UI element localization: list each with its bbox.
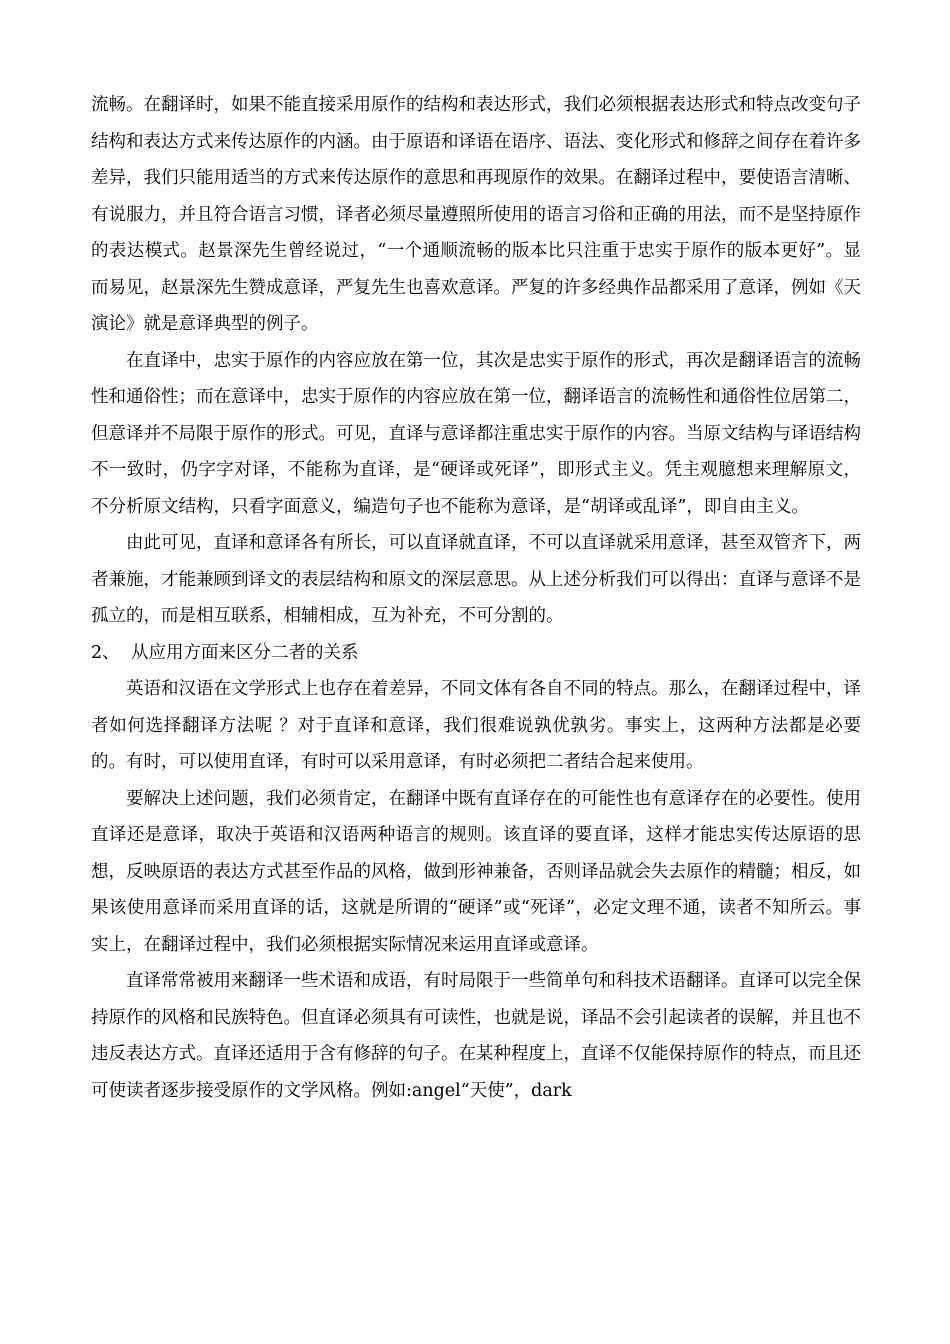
- paragraph-2: 在直译中，忠实于原作的内容应放在第一位，其次是忠实于原作的形式，再次是翻译语言的流畅性和通俗性；而在意译中，忠实于原作的内容应放在第一位，翻译语言的流畅性和通俗性位居第二，但意译并不局限于原作的形式。可见，直译与意译都注重忠实于原作的内容。当原文结构与译语结构不一致时，仍字字对译，不能称为直译，是“硬译或死译”，即形式主义。凭主观臆想来理解原文，不分析原文结构，只看字面意义，编造句子也不能称为意译，是“胡译或乱译”，即自由主义。: [91, 350, 861, 517]
- paragraph-5: 要解决上述问题，我们必须肯定，在翻译中既有直译存在的可能性也有意译存在的必要性。使用直译还是意译，取决于英语和汉语两种语言的规则。该直译的要直译，这样才能忠实传达原语的思想，反映原语的表达方式甚至作品的风格，做到形神兼备，否则译品就会失去原作的精髓；相反，如果该使用意译而采用直译的话，这就是所谓的“硬译”或“死译”，必定文理不通，读者不知所云。事实上，在翻译过程中，我们必须根据实际情况来运用直译或意译。: [91, 788, 861, 955]
- paragraph-6: 直译常常被用来翻译一些术语和成语，有时局限于一些简单句和科技术语翻译。直译可以完全保持原作的风格和民族特色。但直译必须具有可读性，也就是说，译品不会引起读者的误解，并且也不违反表达方式。直译还适用于含有修辞的句子。在某种程度上，直译不仅能保持原作的特点，而且还可使读者逐步接受原作的文学风格。例如:angel“天使”，dark: [91, 971, 861, 1101]
- section-number: 2、: [91, 642, 120, 663]
- paragraph-1: 流畅。在翻译时，如果不能直接采用原作的结构和表达形式，我们必须根据表达形式和特点改变句子结构和表达方式来传达原作的内涵。由于原语和译语在语序、语法、变化形式和修辞之间存在着许多差异，我们只能用适当的方式来传达原作的意思和再现原作的效果。在翻译过程中，要使语言清晰、有说服力，并且符合语言习惯，译者必须尽量遵照所使用的语言习俗和正确的用法，而不是坚持原作的表达模式。赵景深先生曾经说过，“一个通顺流畅的版本比只注重于忠实于原作的版本更好”。显而易见，赵景深先生赞成意译，严复先生也喜欢意译。严复的许多经典作品都采用了意译，例如《天演论》就是意译典型的例子。: [91, 95, 861, 334]
- paragraph-3: 由此可见，直译和意译各有所长，可以直译就直译，不可以直译就采用意译，甚至双管齐下，两者兼施，才能兼顾到译文的表层结构和原文的深层意思。从上述分析我们可以得出：直译与意译不是孤立的，而是相互联系，相辅相成，互为补充，不可分割的。: [91, 533, 861, 626]
- document-page: [91, 87, 861, 1109]
- paragraph-4: 英语和汉语在文学形式上也存在着差异，不同文体有各自不同的特点。那么，在翻译过程中，译者如何选择翻译方法呢 ？对于直译和意译，我们很难说孰优孰劣。事实上，这两种方法都是必要的。有时，可以使用直译，有时可以采用意译，有时必须把二者结合起来使用。: [91, 679, 861, 772]
- section-title: 从应用方面来区分二者的关系: [131, 642, 359, 663]
- section-heading: [91, 635, 861, 672]
